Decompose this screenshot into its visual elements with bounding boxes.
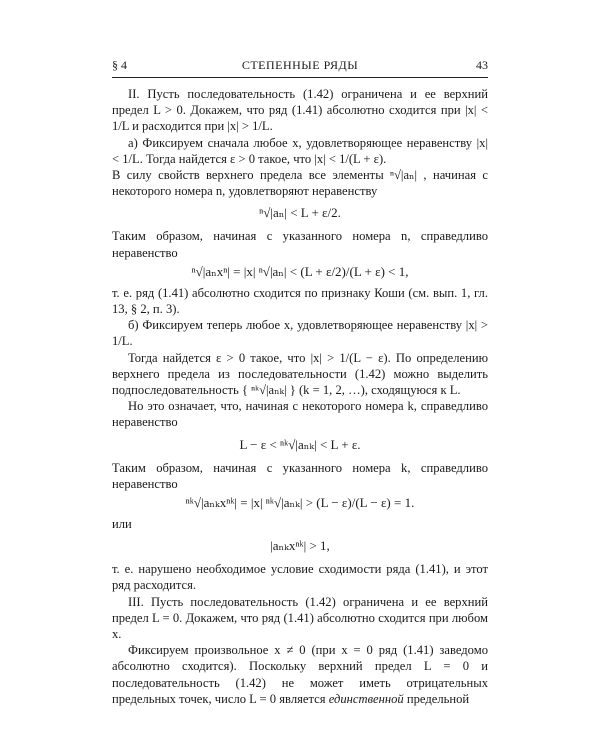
- formula-root-bound: ⁿ√|aₙ| < L + ε/2.: [259, 205, 341, 221]
- paragraph-cauchy: т. е. ряд (1.41) абсолютно сходится по признаку Коши (см. вып. 1, гл. 13, § 2, п. 3).: [112, 285, 488, 317]
- paragraph-divergence: т. е. нарушено необходимое условие сходимости ряда (1.41), и этот ряд расходится.: [112, 562, 488, 593]
- page-number: 43: [476, 58, 488, 72]
- paragraph-case-b: б) Фиксируем теперь любое x, удовлетворяющее неравенству |x| > 1/L.: [112, 318, 488, 349]
- paragraph-thus-1: Таким образом, начиная с указанного номера n, справедливо неравенство: [112, 229, 488, 260]
- paragraph-limit-property: В силу свойств верхнего предела все элементы ⁿ√|aₙ| , начиная с некоторого номера n, удовлетворяют неравенству: [112, 168, 488, 199]
- fix-x-text: Фиксируем произвольное x ≠ 0 (при x = 0 ряд (1.41) заведомо абсолютно сходится). Поскольку верхний предел L = 0 и последовательность (1.42) не может иметь отрицательных предельных точек, число L = 0 является: [112, 643, 488, 706]
- formula-divergence-bound: ⁿᵏ√|aₙₖxⁿᵏ| = |x| ⁿᵏ√|aₙₖ| > (L − ε)/(L − ε) = 1.: [185, 495, 415, 511]
- paragraph-thus-2: Таким образом, начиная с указанного номера k, справедливо неравенство: [112, 460, 488, 491]
- fix-x-text-end: предельной: [406, 691, 470, 706]
- chapter-title: СТЕПЕННЫЕ РЯДЫ: [241, 58, 359, 72]
- paragraph-case-a: а) Фиксируем сначала любое x, удовлетворяющее неравенству |x| < 1/L. Тогда найдется ε > 0 такое, что |x| < 1/(L + ε).: [112, 135, 488, 166]
- formula-cauchy-bound: ⁿ√|aₙxⁿ| = |x| ⁿ√|aₙ| < (L + ε/2)/(L + ε) < 1,: [191, 263, 409, 279]
- paragraph-subsequence: Тогда найдется ε > 0 такое, что |x| > 1/(L − ε). По определению верхнего предела из последовательности (1.42) можно выделить подпоследовательность { ⁿᵏ√|aₙₖ| } (k = 1, 2, …), сходящуюся к L.: [112, 350, 488, 398]
- paragraph-means: Но это означает, что, начиная с некоторого номера k, справедливо неравенство: [112, 399, 488, 430]
- section-number: § 4: [112, 58, 127, 72]
- paragraph-fix-x: [112, 642, 488, 707]
- formula-term-bound: |aₙₖxⁿᵏ| > 1,: [270, 538, 330, 554]
- paragraph-case-iii: III. Пусть последовательность (1.42) ограничена и ее верхний предел L = 0. Докажем, что ряд (1.41) абсолютно сходится при любом x.: [112, 594, 488, 642]
- formula-subsequence-bound: L − ε < ⁿᵏ√|aₙₖ| < L + ε.: [239, 436, 361, 452]
- emphasis-unique: единственной: [328, 691, 404, 706]
- page-body: [112, 86, 488, 707]
- running-head: [112, 58, 488, 78]
- paragraph-or: или: [112, 517, 132, 532]
- paragraph-case-ii: II. Пусть последовательность (1.42) ограничена и ее верхний предел L > 0. Докажем, что ряд (1.41) абсолютно сходится при |x| < 1/L и расходится при |x| > 1/L.: [112, 87, 488, 134]
- book-page: [112, 58, 488, 707]
